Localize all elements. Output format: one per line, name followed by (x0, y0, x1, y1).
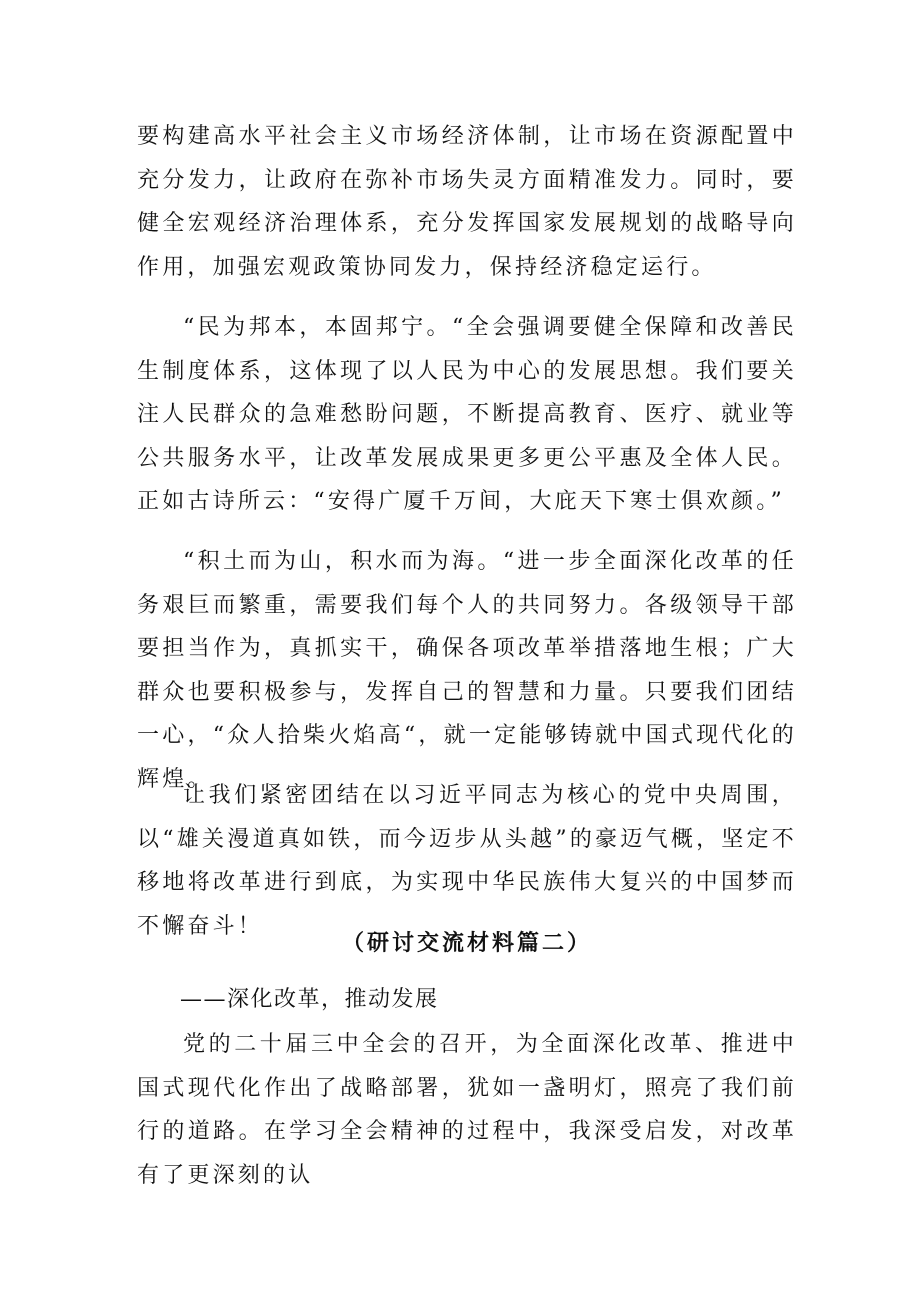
paragraph-joint-effort: “积土而为山，积水而为海。“进一步全面深化改革的任务艰巨而繁重，需要我们每个人的共同努力。各级领导干部要担当作为，真抓实干，确保各项改革举措落地生根；广大群众也要积极参与，发挥自己的智慧和力量。只要我们团结一心，“众人拾柴火焰高“，就一定能够铸就中国式现代化的辉煌。 (137, 549, 797, 792)
paragraph-plenary-intro: 党的二十届三中全会的召开，为全面深化改革、推进中国式现代化作出了战略部署，犹如一盏明灯，照亮了我们前行的道路。在学习全会精神的过程中，我深受启发，对改革有了更深刻的认 (137, 1032, 797, 1188)
paragraph-closing-call: 让我们紧密团结在以习近平同志为核心的党中央周围，以“雄关漫道真如铁，而今迈步从头越”的豪迈气概，坚定不移地将改革进行到底，为实现中华民族伟大复兴的中国梦而不懈奋斗！ (137, 783, 797, 939)
section-subtitle: ——深化改革，推动发展 (180, 987, 439, 1012)
paragraph-people-livelihood: “民为邦本，本固邦宁。“全会强调要健全保障和改善民生制度体系，这体现了以人民为中心的发展思想。我们要关注人民群众的急难愁盼问题，不断提高教育、医疗、就业等公共服务水平，让改革发展成果更多更公平惠及全体人民。正如古诗所云：“安得广厦千万间，大庇天下寒士俱欢颜。” (137, 315, 797, 514)
paragraph-market-economy: 要构建高水平社会主义市场经济体制，让市场在资源配置中充分发力，让政府在弥补市场失灵方面精准发力。同时，要健全宏观经济治理体系，充分发挥国家发展规划的战略导向作用，加强宏观政策协同发力，保持经济稳定运行。 (137, 124, 797, 280)
section-heading: （研讨交流材料篇二） (341, 930, 592, 956)
